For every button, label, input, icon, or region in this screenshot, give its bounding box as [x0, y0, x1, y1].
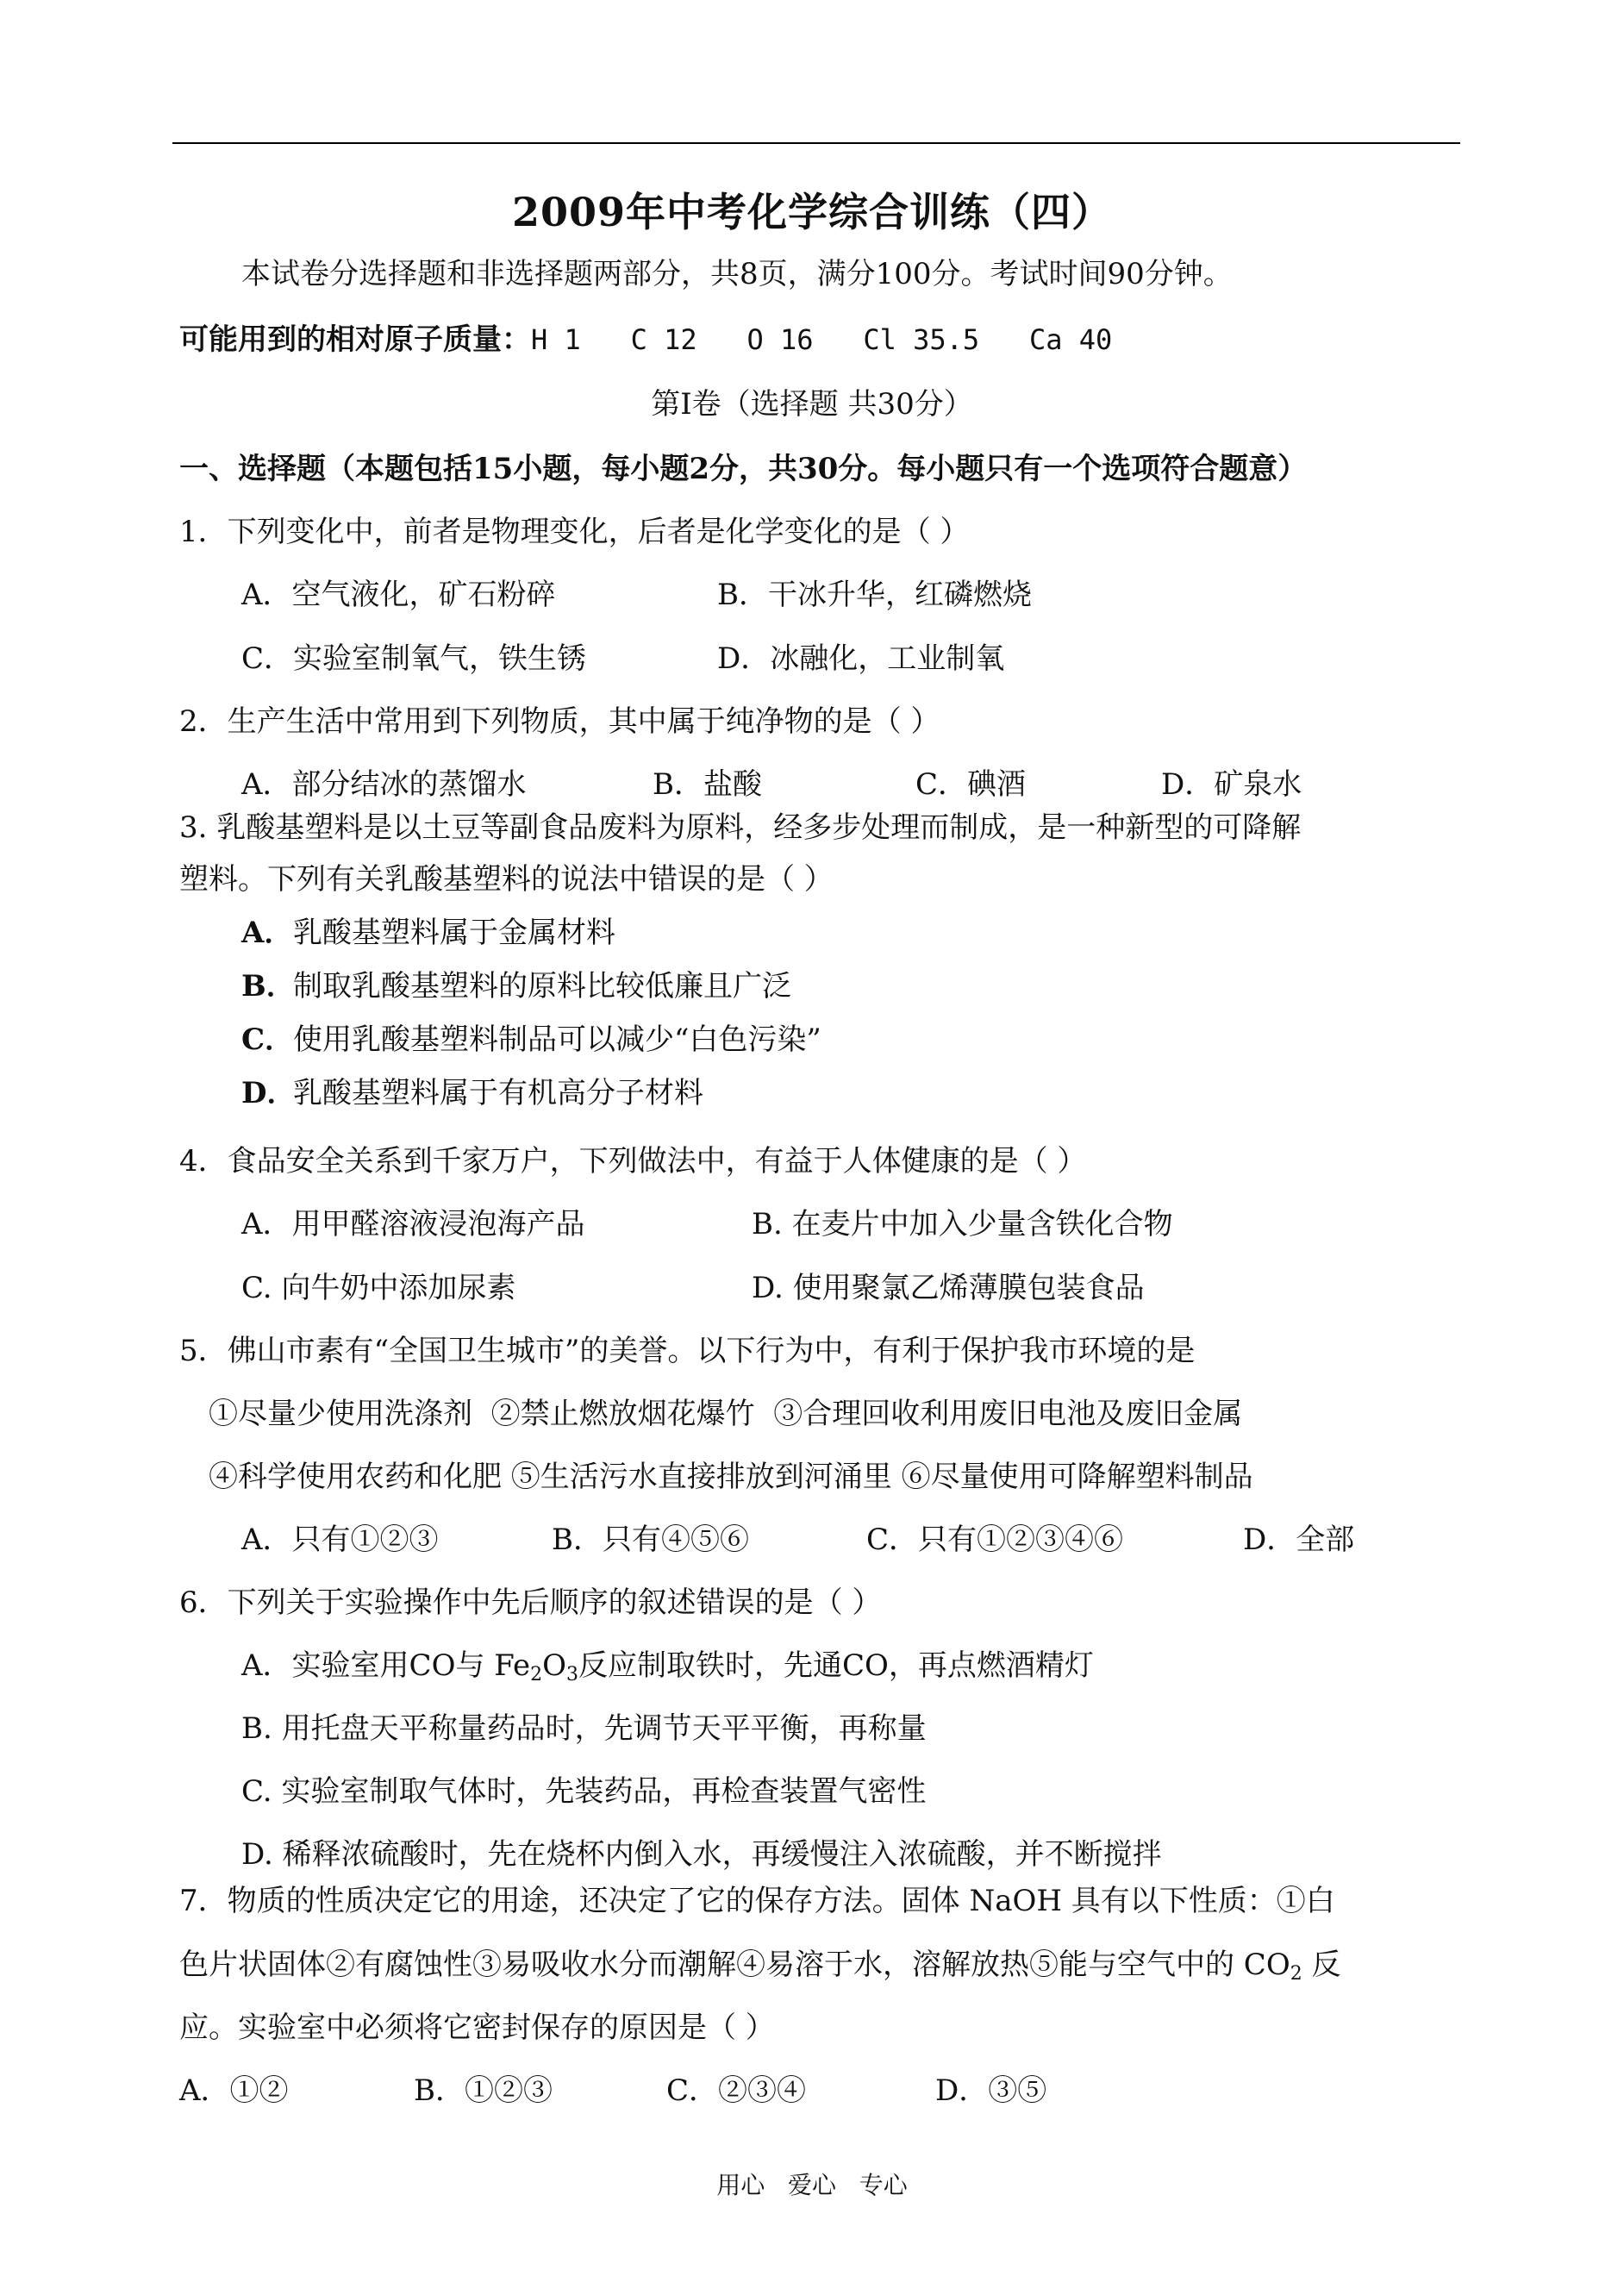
- q3-option-d-text: 乳酸基塑料属于有机高分子材料: [293, 1076, 703, 1110]
- q3-stem-line1: 3. 乳酸基塑料是以土豆等副食品废料为原料，经多步处理而制成，是一种新型的可降解: [179, 810, 1302, 845]
- q2-stem: 2．生产生活中常用到下列物质，其中属于纯净物的是（ ）: [179, 704, 940, 739]
- exam-intro: 本试卷分选择题和非选择题两部分，共8页，满分100分。考试时间90分钟。: [241, 257, 1233, 291]
- q7-option-d: D．③⑤: [935, 2073, 1047, 2108]
- q1-option-a: A．空气液化，矿石粉碎: [241, 578, 556, 612]
- q3-option-a-label: A．: [241, 916, 294, 950]
- q4-option-a: A．用甲醛溶液浸泡海产品: [241, 1207, 585, 1241]
- part1-heading: 第Ⅰ卷（选择题 共30分）: [651, 387, 973, 422]
- q4-option-b: B. 在麦片中加入少量含铁化合物: [752, 1207, 1173, 1241]
- q7-option-c: C．②③④: [666, 2073, 807, 2108]
- q3-stem-line2: 塑料。下列有关乳酸基塑料的说法中错误的是（ ）: [179, 862, 834, 897]
- q7-stem-line2-post: 反: [1302, 1948, 1341, 1982]
- atomic-mass-label: 可能用到的相对原子质量：: [179, 322, 531, 357]
- q3-option-c-label: C．: [241, 1022, 295, 1057]
- q5-items-line2: ④科学使用农药和化肥 ⑤生活污水直接排放到河涌里 ⑥尽量使用可降解塑料制品: [209, 1460, 1253, 1494]
- q6-option-a-mid: O: [542, 1648, 566, 1683]
- q7-option-a: A．①②: [179, 2073, 289, 2108]
- atomic-mass-values: H 1 C 12 O 16 Cl 35.5 Ca 40: [531, 323, 1113, 356]
- q3-option-d-label: D．: [241, 1076, 297, 1110]
- q4-option-c: C. 向牛奶中添加尿素: [241, 1271, 516, 1305]
- q6-option-a-post: 反应制取铁时，先通CO，再点燃酒精灯: [578, 1648, 1094, 1683]
- q5-stem: 5．佛山市素有“全国卫生城市”的美誉。以下行为中，有利于保护我市环境的是: [179, 1334, 1196, 1368]
- q6-option-a: [241, 1647, 1094, 1694]
- q7-stem-line1: 7．物质的性质决定它的用途，还决定了它的保存方法。固体 NaOH 具有以下性质：①白: [179, 1884, 1335, 1918]
- q7-stem-line2: [179, 1946, 1341, 1993]
- q7-option-b: B．①②③: [414, 2073, 553, 2108]
- q3-option-c: [241, 1021, 821, 1059]
- q3-option-b-text: 制取乳酸基塑料的原料比较低廉且广泛: [293, 969, 791, 1004]
- q1-stem: 1．下列变化中，前者是物理变化，后者是化学变化的是（ ）: [179, 515, 970, 549]
- q2-option-d: D．矿泉水: [1161, 767, 1302, 802]
- q3-option-a-text: 乳酸基塑料属于金属材料: [293, 916, 615, 950]
- q1-option-c: C．实验室制氧气，铁生锈: [241, 641, 587, 676]
- q3-option-c-text: 使用乳酸基塑料制品可以减少“白色污染”: [293, 1022, 821, 1057]
- q3-option-b-label: B．: [241, 969, 296, 1004]
- q6-option-b: B. 用托盘天平称量药品时，先调节天平平衡，再称量: [241, 1711, 927, 1746]
- atomic-mass-line: [179, 321, 1112, 359]
- q5-option-a: A．只有①②③: [241, 1523, 439, 1557]
- q7-stem-line2-sub: 2: [1290, 1963, 1302, 1985]
- page-footer: 用心 爱心 专心: [716, 2171, 908, 2199]
- q2-option-b: B．盐酸: [653, 767, 762, 802]
- q5-option-d: D．全部: [1243, 1523, 1355, 1557]
- q3-option-d: [241, 1074, 703, 1112]
- q6-stem: 6．下列关于实验操作中先后顺序的叙述错误的是（ ）: [179, 1585, 882, 1620]
- q2-option-a: A．部分结冰的蒸馏水: [241, 767, 527, 802]
- q1-option-d: D．冰融化，工业制氧: [717, 641, 1005, 676]
- q1-option-b: B．干冰升华，红磷燃烧: [717, 578, 1032, 612]
- q3-option-a: [241, 914, 615, 952]
- page-title: 2009年中考化学综合训练（四）: [511, 189, 1113, 235]
- q4-option-d: D. 使用聚氯乙烯薄膜包装食品: [752, 1271, 1145, 1305]
- q3-option-b: [241, 967, 791, 1005]
- q4-stem: 4．食品安全关系到千家万户，下列做法中，有益于人体健康的是（ ）: [179, 1144, 1087, 1179]
- q6-option-d: D. 稀释浓硫酸时，先在烧杯内倒入水，再缓慢注入浓硫酸，并不断搅拌: [241, 1837, 1162, 1872]
- section1-heading: 一、选择题（本题包括15小题，每小题2分，共30分。每小题只有一个选项符合题意）: [179, 452, 1308, 486]
- q6-option-a-pre: A．实验室用CO与 Fe: [241, 1648, 531, 1683]
- q5-items-line1: ①尽量少使用洗涤剂 ②禁止燃放烟花爆竹 ③合理回收利用废旧电池及废旧金属: [209, 1397, 1243, 1431]
- q7-stem-line2-pre: 色片状固体②有腐蚀性③易吸收水分而潮解④易溶于水，溶解放热⑤能与空气中的 CO: [179, 1948, 1290, 1982]
- q6-option-a-sub2: 3: [565, 1664, 578, 1685]
- q7-stem-line3: 应。实验室中必须将它密封保存的原因是（ ）: [179, 2010, 775, 2045]
- q5-option-b: B．只有④⑤⑥: [552, 1523, 749, 1557]
- q6-option-c: C. 实验室制取气体时，先装药品，再检查装置气密性: [241, 1774, 927, 1809]
- q2-option-c: C．碘酒: [915, 767, 1027, 802]
- header-rule: [172, 142, 1460, 144]
- q6-option-a-sub1: 2: [530, 1664, 543, 1685]
- q5-option-c: C．只有①②③④⑥: [866, 1523, 1124, 1557]
